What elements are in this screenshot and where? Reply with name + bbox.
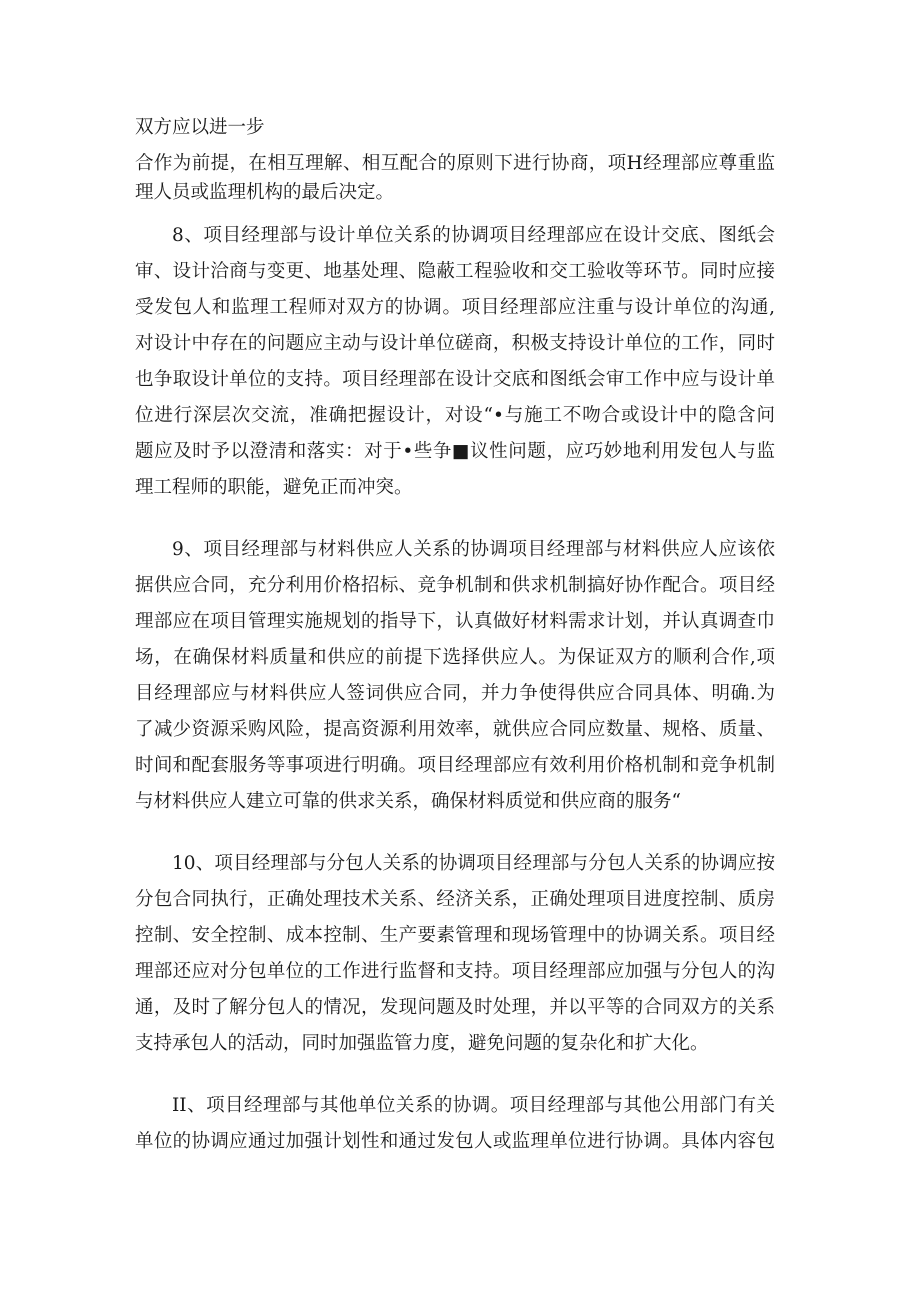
text-line: 分包合同执行，正确处理技术关系、经济关系，正确处理项目进度控制、质房 [135,889,775,910]
text-line: 也争取设计单位的支持。项目经理部在设计交底和图纸会审工作中应与设计单 [135,369,775,390]
text-line: 审、设计洽商与变更、地基处理、隐蔽工程验收和交工验收等环节。同时应接 [135,261,775,282]
text-line: 时间和配套服务等事项进行明确。项目经理部应有效利用价格机制和竞争机制 [135,755,775,776]
text-line: 据供应合同，充分利用价格招标、竞争机制和供求机制搞好协作配合。项目经 [135,575,775,596]
text-line: 支持承包人的活动，同时加强监管力度，避免问题的复杂化和扩大化。 [135,1033,709,1054]
text-line: 了减少资源采购风险，提高资源利用效率，就供应合同应数量、规格、质量、 [135,719,775,740]
text-line: 单位的协调应通过加强计划性和通过发包人或监理单位进行协调。具体内容包 [135,1131,775,1152]
heading-fragment: 双方应以进一步 [135,117,265,138]
text-line: 受发包人和监理工程师对双方的协调。项目经理部应注重与设计单位的沟通, [135,297,775,318]
paragraph-10-first-line: 10、项目经理部与分包人关系的协调项目经理部与分包人关系的协调应按 [172,853,775,874]
text-line: 通，及时了解分包人的情况，发现问题及时处理，并以平等的合同双方的关系 [135,997,775,1018]
text-line: 题应及时予以澄清和落实：对于•些争■议性问题，应巧妙地利用发包人与监 [135,441,775,462]
paragraph-8-first-line: 8、项目经理部与设计单位关系的协调项目经理部应在设计交底、图纸会 [172,225,775,246]
text-line: 理工程师的职能，避免正而冲突。 [135,477,413,498]
text-line: 控制、安全控制、成本控制、生产要素管理和现场管理中的协调关系。项目经 [135,925,775,946]
text-line: 位进行深层次交流，准确把握设计，对设“•与施工不吻合或设计中的隐含问 [135,405,775,426]
text-line: 合作为前提，在相互理解、相互配合的原则下进行协商，项H经理部应尊重监 [135,153,775,174]
text-line: 场，在确保材料质量和供应的前提下选择供应人。为保证双方的顺利合作,项 [135,647,775,668]
text-line: 与材料供应人建立可靠的供求关系，确保材料质觉和供应商的服务“ [135,791,681,812]
text-line: 理部还应对分包单位的工作进行监督和支持。项目经理部应加强与分包人的沟 [135,961,775,982]
paragraph-11-first-line: II、项目经理部与其他单位关系的协调。项目经理部与其他公用部门有关 [172,1095,775,1116]
text-line: 理人员或监理机构的最后决定。 [135,182,395,203]
text-line: 对设计中存在的问题应主动与设计单位磋商，积极支持设计单位的工作，同时 [135,333,775,354]
text-line: 理部应在项目管理实施规划的指导下，认真做好材料需求计划，并认真调查巾 [135,611,775,632]
text-line: 目经理部应与材料供应人签词供应合同，并力争使得供应合同具体、明确.为 [135,683,775,704]
paragraph-9-first-line: 9、项目经理部与材料供应人关系的协调项目经理部与材料供应人应该依 [172,539,775,560]
